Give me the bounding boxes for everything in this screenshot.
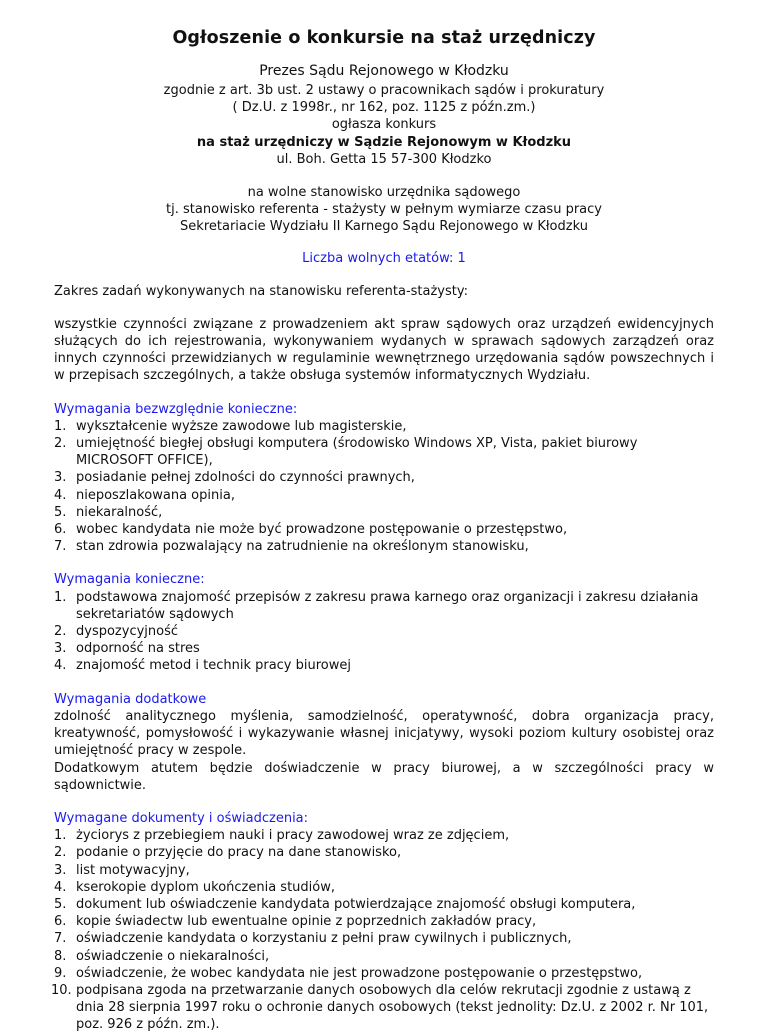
list-item-number: 9. xyxy=(54,965,67,981)
list-item-number: 4. xyxy=(54,487,67,503)
list-item-text: oświadczenie o niekaralności, xyxy=(76,948,270,964)
documents-list xyxy=(51,827,714,1033)
list-item-number: 4. xyxy=(54,658,67,674)
document-item xyxy=(54,896,714,913)
list-item-text: umiejętność biegłej obsługi komputera (środowisko Windows XP, Vista, pakiet biurowy MICROSOFT OFFICE), xyxy=(76,436,638,469)
list-item-text: niekaralność, xyxy=(76,504,163,520)
header-line-1: Prezes Sądu Rejonowego w Kłodzku xyxy=(259,63,509,79)
header-line-3: ( Dz.U. z 1998r., nr 162, poz. 1125 z późn.zm.) xyxy=(232,100,536,116)
required-item xyxy=(54,589,714,623)
document-item xyxy=(54,948,714,965)
list-item-text: podanie o przyjęcie do pracy na dane stanowisko, xyxy=(76,845,402,861)
header-line-2: zgodnie z art. 3b ust. 2 ustawy o pracownikach sądów i prokuratury xyxy=(163,83,605,98)
scope-section xyxy=(54,283,714,385)
documents-heading: Wymagane dokumenty i oświadczenia: xyxy=(54,810,309,826)
document-item xyxy=(54,930,714,947)
list-item-number: 7. xyxy=(54,539,67,555)
position-line-2: tj. stanowisko referenta - stażysty w pełnym wymiarze czasu pracy xyxy=(166,202,602,218)
required-list xyxy=(54,589,714,675)
header-line-4: ogłasza konkurs xyxy=(331,117,437,133)
list-item-text: dokument lub oświadczenie kandydata potwierdzające znajomość obsługi komputera, xyxy=(76,896,636,912)
required-item xyxy=(54,623,714,640)
vacancies-count: Liczba wolnych etatów: 1 xyxy=(302,250,466,266)
document-item xyxy=(54,827,714,844)
list-item-text: wykształcenie wyższe zawodowe lub magisterskie, xyxy=(76,418,407,434)
list-item-number: 3. xyxy=(54,470,67,486)
list-item-number: 10. xyxy=(51,982,72,998)
required-section xyxy=(54,571,714,674)
list-item-number: 2. xyxy=(54,845,67,861)
header-block xyxy=(54,60,714,236)
required-item xyxy=(54,657,714,674)
list-item-text: znajomość metod i technik pracy biurowej xyxy=(76,658,351,674)
list-item-number: 3. xyxy=(54,641,67,657)
list-item-number: 7. xyxy=(54,931,67,947)
required-heading: Wymagania konieczne: xyxy=(54,572,205,588)
required-absolute-item xyxy=(54,538,714,555)
list-item-text: życiorys z przebiegiem nauki i pracy zawodowej wraz ze zdjęciem, xyxy=(76,828,510,844)
list-item-number: 1. xyxy=(54,589,67,605)
list-item-text: kopie świadectw lub ewentualne opinie z poprzednich zakładów pracy, xyxy=(76,914,537,930)
list-item-text: nieposzlakowana opinia, xyxy=(76,487,235,503)
required-absolute-item xyxy=(54,504,714,521)
list-item-text: podstawowa znajomość przepisów z zakresu prawa karnego oraz organizacji i zakresu działania sekretariatów sądowych xyxy=(76,589,699,622)
list-item-number: 1. xyxy=(54,828,67,844)
list-item-number: 2. xyxy=(54,436,67,452)
list-item-text: odporność na stres xyxy=(76,641,200,657)
additional-heading: Wymagania dodatkowe xyxy=(54,691,207,707)
list-item-number: 4. xyxy=(54,879,67,895)
list-item-text: oświadczenie kandydata o korzystaniu z pełni praw cywilnych i publicznych, xyxy=(76,931,572,947)
required-absolute-item xyxy=(54,487,714,504)
header-line-5: na staż urzędniczy w Sądzie Rejonowym w Kłodzku xyxy=(196,134,572,150)
document-item xyxy=(54,844,714,861)
list-item-text: oświadczenie, że wobec kandydata nie jest prowadzone postępowanie o przestępstwo, xyxy=(76,965,643,981)
list-item-text: list motywacyjny, xyxy=(76,862,190,878)
required-absolute-item xyxy=(54,521,714,538)
list-item-number: 6. xyxy=(54,522,67,538)
page-title: Ogłoszenie o konkursie na staż urzędniczy xyxy=(172,28,596,48)
required-absolute-item xyxy=(54,418,714,435)
list-item-number: 8. xyxy=(54,948,67,964)
list-item-text: podpisana zgoda na przetwarzanie danych osobowych dla celów rekrutacji zgodnie z ustawą z dnia 28 sierpnia 1997 roku o ochronie danych osobowych (tekst jednolity: Dz.U. z 2002 r. Nr 101, poz. 926 z późn. zm.). xyxy=(76,982,709,1033)
list-item-number: 2. xyxy=(54,624,67,640)
additional-text: zdolność analitycznego myślenia, samodzielność, operatywność, dobra organizacja pracy, kreatywność, pomysłowość i wykazywanie własnej inicjatywy, wysoki poziom kultury osobistej oraz umiejętność pracy w zespole. xyxy=(54,708,714,759)
document-item xyxy=(51,982,714,1034)
required-absolute-item xyxy=(54,469,714,486)
list-item-text: wobec kandydata nie może być prowadzone postępowanie o przestępstwo, xyxy=(76,522,568,538)
list-item-text: dyspozycyjność xyxy=(76,624,179,640)
document-item xyxy=(54,913,714,930)
additional-extra: Dodatkowym atutem będzie doświadczenie w pracy biurowej, a w szczególności pracy w sądownictwie. xyxy=(54,760,714,793)
position-line-3: Sekretariacie Wydziału II Karnego Sądu Rejonowego w Kłodzku xyxy=(180,219,588,235)
document-item xyxy=(54,965,714,982)
required-absolute-section xyxy=(54,401,714,556)
scope-text: wszystkie czynności związane z prowadzeniem akt spraw sądowych oraz urządzeń ewidencyjnych służących do ich rejestrowania, wykonywaniem wydanych w sprawach sądowych zarządzeń oraz innych czynności przewidzianych w regulaminie wewnętrznego urzędowania sądów powszechnych i w przepisach szczególnych, a także obsługa systemów informatycznych Wydziału. xyxy=(54,316,714,384)
list-item-text: kserokopie dyplom ukończenia studiów, xyxy=(76,879,335,895)
scope-heading: Zakres zadań wykonywanych na stanowisku referenta-stażysty: xyxy=(54,283,468,299)
document-item xyxy=(54,879,714,896)
list-item-number: 5. xyxy=(54,504,67,520)
list-item-number: 1. xyxy=(54,418,67,434)
list-item-number: 6. xyxy=(54,914,67,930)
required-absolute-item xyxy=(54,435,714,469)
additional-section xyxy=(54,691,714,794)
document-item xyxy=(54,862,714,879)
required-absolute-heading: Wymagania bezwzględnie konieczne: xyxy=(54,401,298,417)
required-item xyxy=(54,640,714,657)
list-item-number: 5. xyxy=(54,896,67,912)
list-item-text: posiadanie pełnej zdolności do czynności prawnych, xyxy=(76,470,415,486)
documents-section xyxy=(51,810,714,1034)
list-item-text: stan zdrowia pozwalający na zatrudnienie na określonym stanowisku, xyxy=(76,539,529,555)
header-line-6: ul. Boh. Getta 15 57-300 Kłodzko xyxy=(276,151,492,167)
required-absolute-list xyxy=(54,418,714,556)
list-item-number: 3. xyxy=(54,862,67,878)
position-line-1: na wolne stanowisko urzędnika sądowego xyxy=(247,185,521,201)
